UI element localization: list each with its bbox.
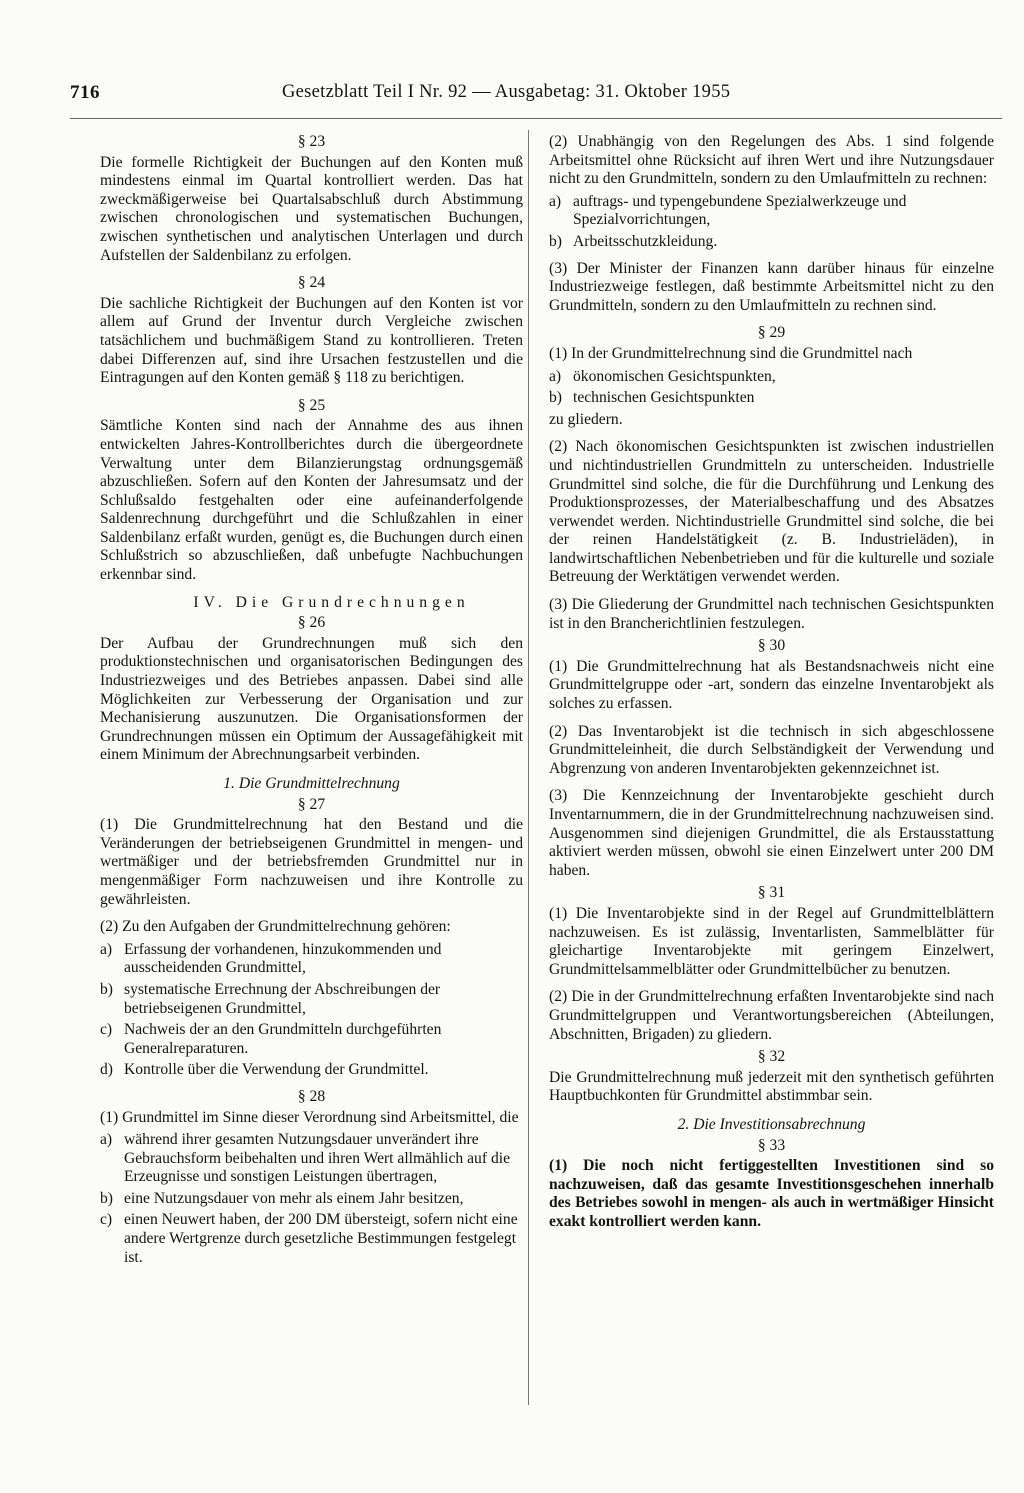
list — [100, 1131, 523, 1267]
list-item — [549, 233, 994, 252]
list-label: a) — [549, 192, 562, 210]
list-label: b) — [100, 1189, 113, 1207]
paragraph-number: § 28 — [297, 1087, 326, 1105]
list-text: Nachweis der an den Grundmitteln durchgeführten Generalreparaturen. — [124, 1021, 442, 1057]
paragraph-number: § 31 — [757, 884, 786, 902]
paragraph-text: Der Aufbau der Grundrechnungen muß sich den produktionstechnischen und organisatorischen Bedingungen des Industriezweiges und des Betriebes anpassen. Dabei sind alle Möglichkeiten zur Verbesserung der Organisation und zur Mechanisierung auszunutzen. Die Organisationsformen der Grundrechnungen müssen ein Optimum der Aussagefähigkeit mit einem Minimum der Abrechnungsarbeit verbinden. — [100, 634, 523, 764]
section-heading: IV. Die Grundrechnungen — [193, 593, 470, 611]
paragraph-text: (1) In der Grundmittelrechnung sind die Grundmittel nach — [549, 344, 913, 362]
paragraph-text: (3) Der Minister der Finanzen kann darüber hinaus für einzelne Industriezweige festlegen, daß bestimmte Arbeitsmittel nicht zu den Grundmitteln, sondern zu den Umlaufmitteln zu rechnen sind. — [549, 259, 994, 314]
column-divider — [528, 130, 529, 1405]
list-label: b) — [549, 232, 562, 250]
paragraph-text: (2) Die in der Grundmittelrechnung erfaßten Inventarobjekte sind nach Grundmittelgruppen und Verantwortungsbereichen (Abteilungen, Abschnitten, Brigaden) zu gliedern. — [549, 988, 994, 1043]
subheading: 1. Die Grundmittelrechnung — [223, 775, 400, 792]
list-item — [100, 1211, 523, 1267]
list-item — [549, 193, 994, 230]
list-text: Arbeitsschutzkleidung. — [573, 232, 718, 250]
list-label: c) — [100, 1211, 113, 1229]
gazette-title: Gesetzblatt Teil I Nr. 92 — Ausgabetag: 31. Oktober 1955 — [282, 82, 731, 102]
list-item — [549, 368, 994, 387]
list-item — [100, 1061, 523, 1080]
paragraph-number: § 24 — [297, 274, 326, 292]
list-label: b) — [549, 389, 562, 407]
paragraph-text: (1) Die noch nicht fertiggestellten Investitionen sind so nachzuweisen, daß das gesamte Investitionsgeschehen innerhalb des Betriebes sowohl in mengen- als auch in wertmäßiger Hinsicht exakt kontrolliert werden kann. — [549, 1157, 994, 1230]
list-text: systematische Errechnung der Abschreibungen der betriebseigenen Grundmittel, — [124, 980, 441, 1017]
subheading: 2. Die Investitionsabrechnung — [677, 1115, 866, 1133]
list-item — [100, 1131, 523, 1187]
paragraph-number: § 32 — [757, 1048, 786, 1066]
list-text: eine Nutzungsdauer von mehr als einem Jahr besitzen, — [124, 1189, 464, 1207]
list-label: a) — [100, 940, 113, 958]
list-text: Kontrolle über die Verwendung der Grundmittel. — [124, 1061, 429, 1079]
paragraph-text: (3) Die Kennzeichnung der Inventarobjekte geschieht durch Inventarnummern, die in der Grundmittelrechnung nachzuweisen sind. Ausgenommen sind diejenigen Grundmittel, die als Erstausstattung aktiviert werden müssen, obwohl sie einen Einzelwert unter 200 DM haben. — [549, 787, 994, 879]
paragraph-text: (2) Unabhängig von den Regelungen des Abs. 1 sind folgende Arbeitsmittel ohne Rücksicht auf ihren Wert und ihre Nutzungsdauer nicht zu den Grundmitteln, sondern zu den Umlaufmitteln zu rechnen: — [549, 133, 994, 188]
page-header — [70, 82, 940, 112]
paragraph-text: (1) Die Inventarobjekte sind in der Regel auf Grundmittelblättern nachzuweisen. Es ist zulässig, Inventarlisten, Sammelblätter für gleichartige Inventarobjekte mit geringem Einzelwert, Grundmittelsammelblätter oder Grundmittelbücher zu benutzen. — [549, 904, 994, 978]
paragraph-text: Die sachliche Richtigkeit der Buchungen auf den Konten ist vor allem auf Grund der Inventur durch Vergleiche zwischen tatsächlichem und buchmäßigem Stand zu kontrollieren. Treten dabei Differenzen auf, sind ihre Ursachen festzustellen und die Eintragungen auf den Konten gemäß § 118 zu berichtigen. — [100, 294, 523, 387]
header-rule — [70, 118, 1002, 119]
list — [100, 941, 523, 1080]
page-number: 716 — [70, 82, 100, 103]
list-item — [100, 1190, 523, 1209]
paragraph-number: § 25 — [297, 396, 326, 414]
list-label: c) — [100, 1021, 113, 1039]
list-label: a) — [549, 367, 562, 385]
list-item — [100, 941, 523, 978]
list-text: ökonomischen Gesichtspunkten, — [573, 367, 776, 385]
right-column — [549, 133, 994, 1240]
paragraph-text: (2) Zu den Aufgaben der Grundmittelrechnung gehören: — [100, 918, 451, 936]
paragraph-number: § 27 — [297, 795, 326, 813]
paragraph-text: (3) Die Gliederung der Grundmittel nach technischen Gesichtspunkten ist in den Brancherichtlinien festzulegen. — [549, 596, 994, 632]
list-label: a) — [100, 1131, 113, 1149]
list — [549, 193, 994, 252]
paragraph-number: § 30 — [757, 637, 786, 655]
paragraph-text: (2) Nach ökonomischen Gesichtspunkten ist zwischen industriellen und nichtindustriellen Grundmitteln zu unterscheiden. Industrielle Grundmittel sind solche, die für die Durchführung und Lenkung des Produktionsprozesses, der Materialbeschaffung und des Absatzes verwendet werden. Nichtindustrielle Grundmittel sind solche, die bei der reinen Handelstätigkeit (z. B. Industrieläden), in landwirtschaftlichen Nebenbetrieben und für die kulturelle und soziale Betreuung der Werktätigen verwendet werden. — [549, 438, 994, 586]
list-text: Erfassung der vorhandenen, hinzukommenden und ausscheidenden Grundmittel, — [124, 940, 442, 977]
paragraph-text: (1) Grundmittel im Sinne dieser Verordnung sind Arbeitsmittel, die — [100, 1108, 519, 1126]
list-text: während ihrer gesamten Nutzungsdauer unverändert ihre Gebrauchsform beibehalten und ihren Wert allmählich auf die Erzeugnisse und sonstigen Leistungen übertragen, — [124, 1131, 510, 1186]
paragraph-number: § 29 — [757, 324, 786, 342]
list-label: d) — [100, 1061, 113, 1079]
list-label: b) — [100, 980, 113, 998]
paragraph-text: Die formelle Richtigkeit der Buchungen auf den Konten muß mindestens einmal im Quartal kontrolliert werden. Das hat zweckmäßigerweise bei Quartalsabschluß durch Abstimmung zwischen chronologischen und systematischen Buchungen, zwischen synthetischen und analytischen Unterlagen und durch Aufstellen der Saldenbilanz zu erfolgen. — [100, 153, 523, 264]
paragraph-text: Die Grundmittelrechnung muß jederzeit mit den synthetisch geführten Hauptbuchkonten für Grundmittel abstimmbar sein. — [549, 1068, 994, 1105]
list-text: technischen Gesichtspunkten — [573, 389, 755, 407]
paragraph-number: § 23 — [297, 133, 326, 150]
left-column — [100, 133, 523, 1275]
paragraph-text: (2) Das Inventarobjekt ist die technisch in sich abgeschlossene Grundmitteleinheit, die durch Selbständigkeit der Verwendung und Abgrenzung von anderen Inventarobjekten gekennzeichnet ist. — [549, 722, 994, 777]
list-item — [100, 981, 523, 1018]
paragraph-text: Sämtliche Konten sind nach der Annahme des aus ihnen entwickelten Jahres-Kontrollberichtes durch die übergeordnete Verwaltung unter dem Bilanzierungstag ordnungsgemäß abzuschließen. Sofern auf den Konten der Jahresumsatz und der Schlußsaldo festgehalten oder eine aufeinanderfolgende Saldenrechnung durchgeführt und die Schlußzahlen in einer Saldenbilanz erfaßt wurden, genügt es, die Buchungen durch einen Schlußstrich so abzuschließen, daß unbefugte Nachbuchungen erkennbar sind. — [100, 417, 523, 584]
paragraph-number: § 26 — [297, 614, 326, 632]
paragraph-number: § 33 — [757, 1136, 786, 1154]
list — [549, 368, 994, 408]
paragraph-text: (1) Die Grundmittelrechnung hat als Bestandsnachweis nicht eine Grundmittelgruppe oder -art, sondern das einzelne Inventarobjekt als solches zu erfassen. — [549, 657, 994, 713]
list-text: auftrags- und typengebundene Spezialwerkzeuge und Spezialvorrichtungen, — [573, 192, 907, 229]
paragraph-text: zu gliedern. — [549, 410, 623, 428]
list-item — [100, 1021, 523, 1058]
list-item — [549, 389, 994, 408]
paragraph-text: (1) Die Grundmittelrechnung hat den Bestand und die Veränderungen der betriebseigenen Grundmittel in mengen- und wertmäßiger und der betriebsfremden Grundmittel nur in mengenmäßiger Form nachzuweisen und ihre Kontrolle zu gewährleisten. — [100, 816, 523, 908]
list-text: einen Neuwert haben, der 200 DM übersteigt, sofern nicht eine andere Wertgrenze durch gesetzliche Bestimmungen festgelegt ist. — [124, 1211, 518, 1266]
